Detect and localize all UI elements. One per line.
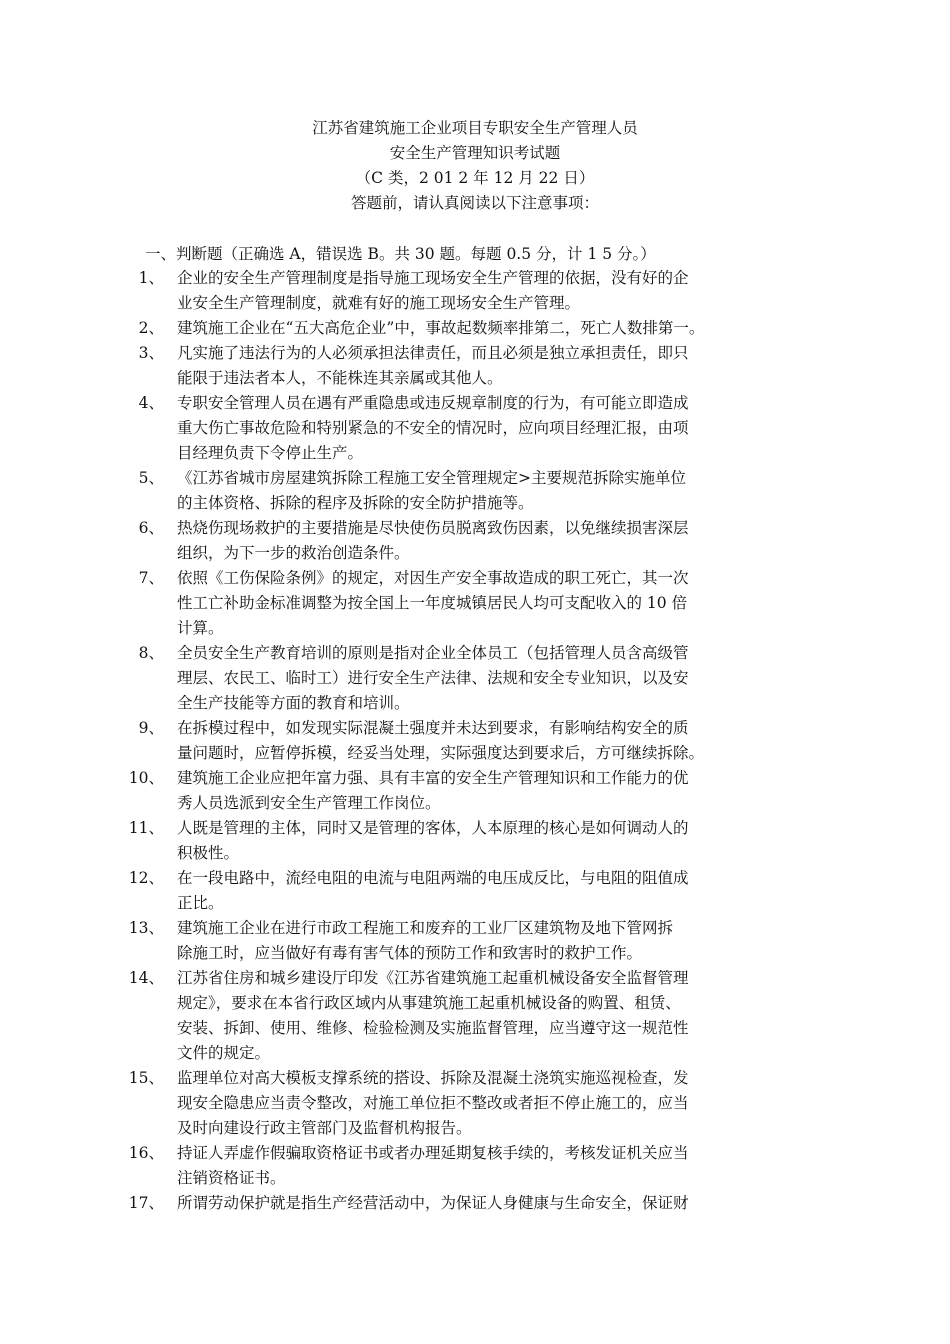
question-item	[0, 866, 950, 916]
question-text	[177, 391, 737, 466]
question-text-line: 人既是管理的主体，同时又是管理的客体，人本原理的核心是如何调动人的	[177, 819, 689, 837]
document-title-block	[0, 116, 950, 216]
question-text	[177, 866, 737, 916]
question-text-line: 目经理负责下令停止生产。	[177, 444, 364, 462]
question-text-line: 的主体资格、拆除的程序及拆除的安全防护措施等。	[177, 494, 534, 512]
question-text-line: 积极性。	[177, 844, 240, 862]
question-text-line: 企业的安全生产管理制度是指导施工现场安全生产管理的依据，没有好的企	[177, 269, 689, 287]
question-text	[177, 1066, 737, 1141]
section-heading: 一、判断题（正确选 A，错误选 B。共 30 题。每题 0.5 分，计 1 5 分。）	[145, 245, 656, 263]
question-text-line: 注销资格证书。	[177, 1169, 286, 1187]
exam-instructions: 答题前，请认真阅读以下注意事项：	[350, 194, 599, 212]
question-number: 1、	[138, 269, 164, 287]
question-text-line: 在一段电路中，流经电阻的电流与电阻两端的电压成反比，与电阻的阻值成	[177, 869, 689, 887]
question-number: 10、	[128, 769, 164, 787]
question-text-line: 江苏省住房和城乡建设厅印发《江苏省建筑施工起重机械设备安全监督管理	[177, 969, 689, 987]
question-text	[177, 1191, 737, 1216]
question-text-line: 重大伤亡事故危险和特别紧急的不安全的情况时，应向项目经理汇报，由项	[177, 419, 689, 437]
question-text-line: 规定》，要求在本省行政区域内从事建筑施工起重机械设备的购置、租赁、	[177, 994, 681, 1012]
question-number: 12、	[128, 869, 164, 887]
question-text-line: 理层、农民工、临时工）进行安全生产法律、法规和安全专业知识，以及安	[177, 669, 689, 687]
question-text	[177, 641, 737, 716]
question-text-line: 全生产技能等方面的教育和培训。	[177, 694, 410, 712]
question-item	[0, 966, 950, 1066]
question-text-line: 全员安全生产教育培训的原则是指对企业全体员工（包括管理人员含高级管	[177, 644, 689, 662]
question-item	[0, 341, 950, 391]
question-text-line: 秀人员选派到安全生产管理工作岗位。	[177, 794, 441, 812]
question-text-line: 正比。	[177, 894, 224, 912]
question-list	[0, 266, 950, 1216]
question-text-line: 《江苏省城市房屋建筑拆除工程施工安全管理规定>主要规范拆除实施单位	[177, 469, 686, 487]
question-item	[0, 391, 950, 466]
question-text	[177, 966, 737, 1066]
question-number: 8、	[138, 644, 164, 662]
question-text-line: 现安全隐患应当责令整改，对施工单位拒不整改或者拒不停止施工的，应当	[177, 1094, 689, 1112]
question-item	[0, 466, 950, 516]
question-text-line: 及时向建设行政主管部门及监督机构报告。	[177, 1119, 472, 1137]
question-text-line: 凡实施了违法行为的人必须承担法律责任，而且必须是独立承担责任，即只	[177, 344, 689, 362]
question-text-line: 依照《工伤保险条例》的规定，对因生产安全事故造成的职工死亡，其一次	[177, 569, 689, 587]
question-item	[0, 516, 950, 566]
question-item	[0, 266, 950, 316]
question-number: 6、	[138, 519, 164, 537]
question-text-line: 建筑施工企业应把年富力强、具有丰富的安全生产管理知识和工作能力的优	[177, 769, 689, 787]
question-text	[177, 516, 737, 566]
question-text-line: 除施工时，应当做好有毒有害气体的预防工作和致害时的救护工作。	[177, 944, 643, 962]
document-subtitle: 安全生产管理知识考试题	[389, 144, 561, 162]
question-text	[177, 466, 737, 516]
question-text-line: 持证人弄虚作假骗取资格证书或者办理延期复核手续的，考核发证机关应当	[177, 1144, 689, 1162]
question-number: 15、	[128, 1069, 164, 1087]
question-text	[177, 816, 737, 866]
question-item	[0, 641, 950, 716]
question-text	[177, 341, 737, 391]
question-item	[0, 566, 950, 641]
question-text	[177, 766, 737, 816]
question-item	[0, 1066, 950, 1141]
question-number: 16、	[128, 1144, 164, 1162]
document-title: 江苏省建筑施工企业项目专职安全生产管理人员	[312, 119, 638, 137]
question-text-line: 文件的规定。	[177, 1044, 271, 1062]
question-item	[0, 1141, 950, 1191]
question-text-line: 监理单位对高大模板支撑系统的搭设、拆除及混凝土浇筑实施巡视检查，发	[177, 1069, 689, 1087]
question-text	[177, 266, 737, 316]
question-number: 5、	[138, 469, 164, 487]
question-item	[0, 916, 950, 966]
question-text	[177, 316, 737, 341]
question-text-line: 量问题时，应暂停拆模，经妥当处理，实际强度达到要求后，方可继续拆除。	[177, 744, 705, 762]
question-number: 14、	[128, 969, 164, 987]
question-number: 4、	[138, 394, 164, 412]
question-item	[0, 1191, 950, 1216]
question-number: 3、	[138, 344, 164, 362]
question-text-line: 安装、拆卸、使用、维修、检验检测及实施监督管理，应当遵守这一规范性	[177, 1019, 689, 1037]
question-item	[0, 816, 950, 866]
question-text-line: 组织，为下一步的救治创造条件。	[177, 544, 410, 562]
question-text	[177, 716, 737, 766]
question-text-line: 性工亡补助金标准调整为按全国上一年度城镇居民人均可支配收入的 10 倍	[177, 594, 688, 612]
question-text-line: 能限于违法者本人，不能株连其亲属或其他人。	[177, 369, 503, 387]
question-number: 9、	[138, 719, 164, 737]
question-item	[0, 716, 950, 766]
question-text	[177, 566, 737, 641]
question-item	[0, 766, 950, 816]
exam-date: （C 类，2 01 2 年 12 月 22 日）	[355, 169, 595, 187]
question-number: 7、	[138, 569, 164, 587]
question-text-line: 计算。	[177, 619, 224, 637]
question-text-line: 热烧伤现场救护的主要措施是尽快使伤员脱离致伤因素，以免继续损害深层	[177, 519, 689, 537]
question-text-line: 在拆模过程中，如发现实际混凝土强度并未达到要求，有影响结构安全的质	[177, 719, 689, 737]
question-text-line: 建筑施工企业在“五大高危企业”中，事故起数频率排第二，死亡人数排第一。	[177, 319, 705, 337]
question-text-line: 建筑施工企业在进行市政工程施工和废弃的工业厂区建筑物及地下管网拆	[177, 919, 674, 937]
question-text	[177, 1141, 737, 1191]
question-number: 13、	[128, 919, 164, 937]
question-item	[0, 316, 950, 341]
question-text-line: 所谓劳动保护就是指生产经营活动中，为保证人身健康与生命安全，保证财	[177, 1194, 689, 1212]
question-number: 2、	[138, 319, 164, 337]
question-text	[177, 916, 737, 966]
question-text-line: 业安全生产管理制度，就难有好的施工现场安全生产管理。	[177, 294, 581, 312]
question-text-line: 专职安全管理人员在遇有严重隐患或违反规章制度的行为，有可能立即造成	[177, 394, 689, 412]
question-number: 17、	[128, 1194, 164, 1212]
question-number: 11、	[128, 819, 164, 837]
